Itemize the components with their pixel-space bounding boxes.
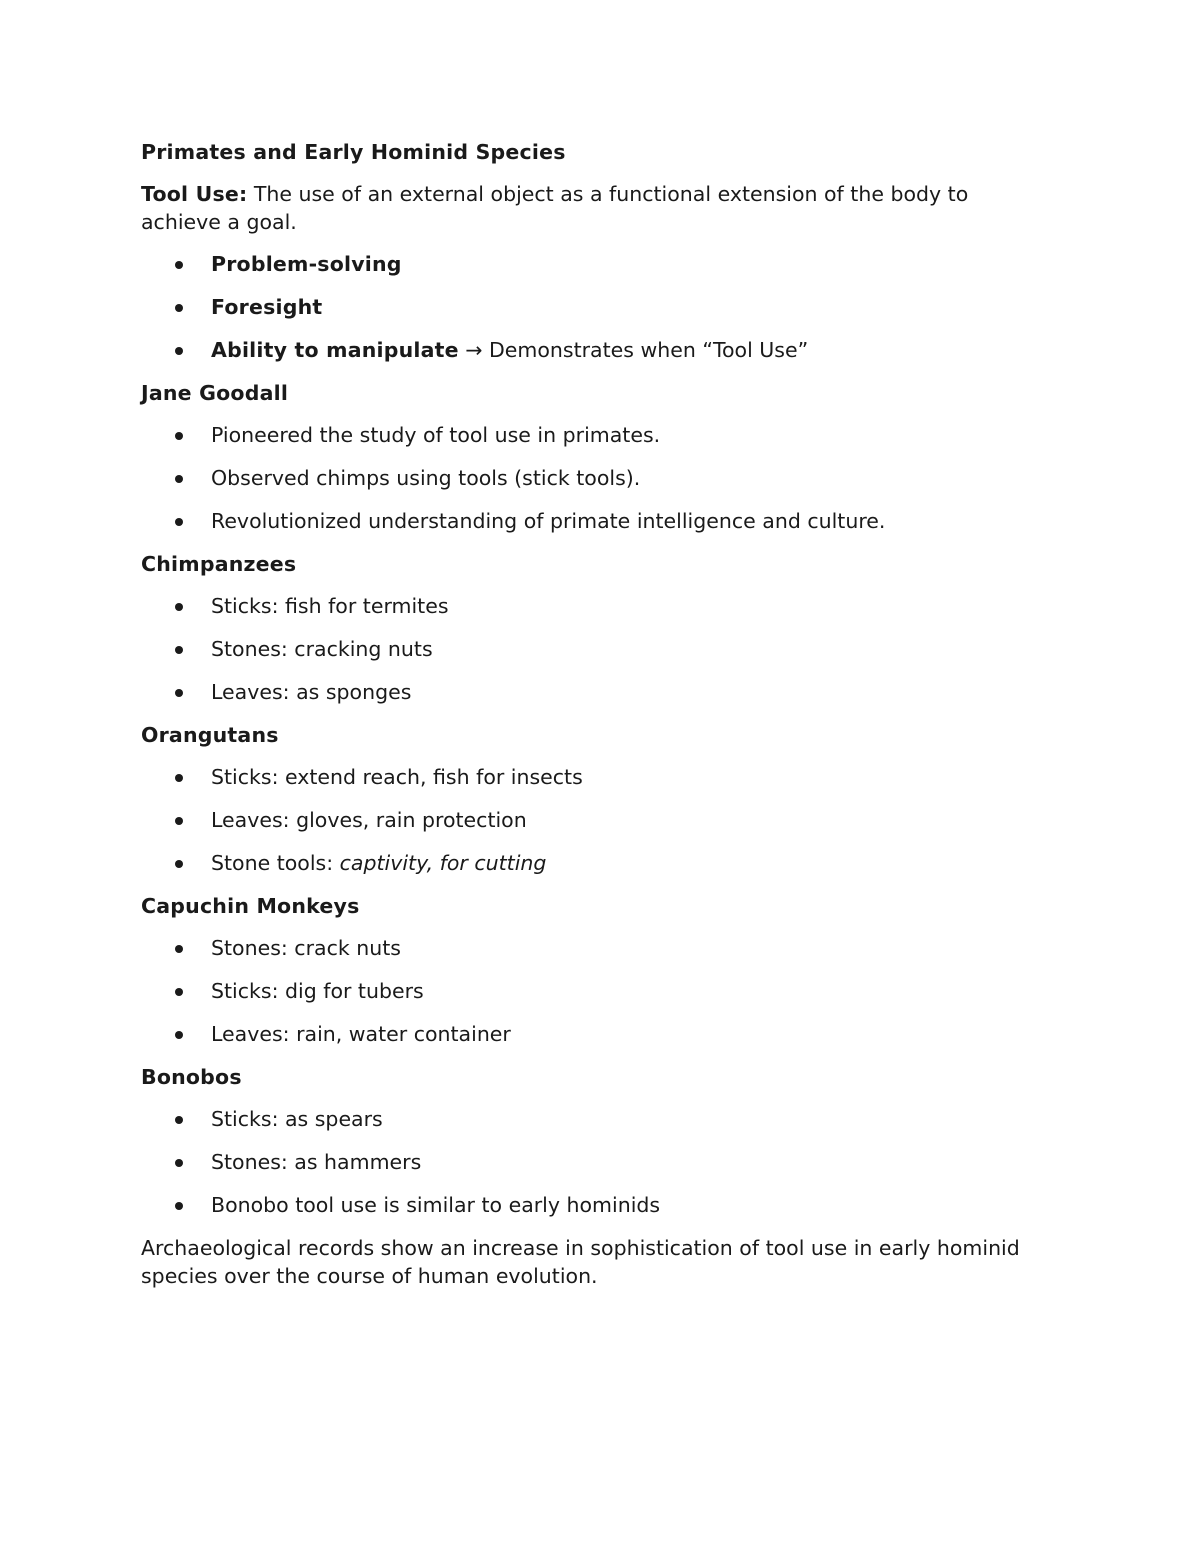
bullet-icon: [175, 1202, 183, 1210]
list-item-text: Leaves: rain, water container: [211, 1022, 511, 1046]
list-item: [141, 1148, 1041, 1176]
bullet-icon: [175, 689, 183, 697]
list-item: [141, 1020, 1041, 1048]
list-item: [141, 763, 1041, 791]
bullet-icon: [175, 304, 183, 312]
definition-term: Tool Use:: [141, 182, 248, 206]
bullet-icon: [175, 817, 183, 825]
list-item-text: Stones: cracking nuts: [211, 637, 433, 661]
list-item-text: Sticks: fish for termites: [211, 594, 449, 618]
list-item-text: Leaves: as sponges: [211, 680, 412, 704]
section-heading-chimpanzees: Chimpanzees: [141, 552, 297, 576]
list-item: [141, 336, 1041, 364]
list-item: [141, 1105, 1041, 1133]
list-item-text: Sticks: extend reach, fish for insects: [211, 765, 583, 789]
list-item-text: Revolutionized understanding of primate intelligence and culture.: [211, 509, 886, 533]
list-item: [141, 592, 1041, 620]
chimpanzees-list: [141, 592, 1041, 706]
capuchin-monkeys-list: [141, 934, 1041, 1048]
list-item: [141, 1191, 1041, 1219]
list-item: [141, 464, 1041, 492]
definition-text: The use of an external object as a functional extension of the body to achieve a goal.: [141, 182, 969, 234]
list-item-text: Leaves: gloves, rain protection: [211, 808, 527, 832]
list-item: [141, 849, 1041, 877]
bullet-icon: [175, 988, 183, 996]
bullet-icon: [175, 1159, 183, 1167]
bullet-icon: [175, 432, 183, 440]
bullet-icon: [175, 1031, 183, 1039]
list-item: [141, 678, 1041, 706]
list-item-text: Observed chimps using tools (stick tools).: [211, 466, 641, 490]
list-item-bold: Foresight: [211, 295, 323, 319]
list-item-text: Sticks: dig for tubers: [211, 979, 424, 1003]
tool-use-definition: [141, 180, 1041, 236]
list-item-text: → Demonstrates when “Tool Use”: [458, 338, 809, 362]
section-heading-orangutans: Orangutans: [141, 723, 279, 747]
list-item-bold: Problem-solving: [211, 252, 402, 276]
list-item: [141, 806, 1041, 834]
document-page: [141, 138, 1041, 1290]
list-item-text: Pioneered the study of tool use in primates.: [211, 423, 661, 447]
section-heading-jane-goodall: Jane Goodall: [141, 381, 289, 405]
section-heading-capuchin-monkeys: Capuchin Monkeys: [141, 894, 360, 918]
orangutans-list: [141, 763, 1041, 877]
list-item-text: Stone tools:: [211, 851, 340, 875]
bullet-icon: [175, 347, 183, 355]
bullet-icon: [175, 646, 183, 654]
bonobos-list: [141, 1105, 1041, 1219]
list-item: [141, 250, 1041, 278]
bullet-icon: [175, 1116, 183, 1124]
list-item: [141, 293, 1041, 321]
bullet-icon: [175, 518, 183, 526]
document-title: Primates and Early Hominid Species: [141, 140, 566, 164]
bullet-icon: [175, 774, 183, 782]
list-item: [141, 421, 1041, 449]
bullet-icon: [175, 603, 183, 611]
list-item: [141, 934, 1041, 962]
list-item-text: Stones: crack nuts: [211, 936, 401, 960]
list-item: [141, 977, 1041, 1005]
list-item-text: Sticks: as spears: [211, 1107, 383, 1131]
bullet-icon: [175, 945, 183, 953]
list-item-text: Bonobo tool use is similar to early hominids: [211, 1193, 661, 1217]
closing-paragraph: Archaeological records show an increase in sophistication of tool use in early hominid species over the course of human evolution.: [141, 1236, 1020, 1288]
list-item-text: Stones: as hammers: [211, 1150, 422, 1174]
bullet-icon: [175, 860, 183, 868]
section-heading-bonobos: Bonobos: [141, 1065, 242, 1089]
list-item: [141, 507, 1041, 535]
bullet-icon: [175, 261, 183, 269]
list-item-italic: captivity, for cutting: [339, 851, 547, 875]
list-item: [141, 635, 1041, 663]
bullet-icon: [175, 475, 183, 483]
list-item-bold: Ability to manipulate: [211, 338, 459, 362]
tool-use-list: [141, 250, 1041, 364]
jane-goodall-list: [141, 421, 1041, 535]
